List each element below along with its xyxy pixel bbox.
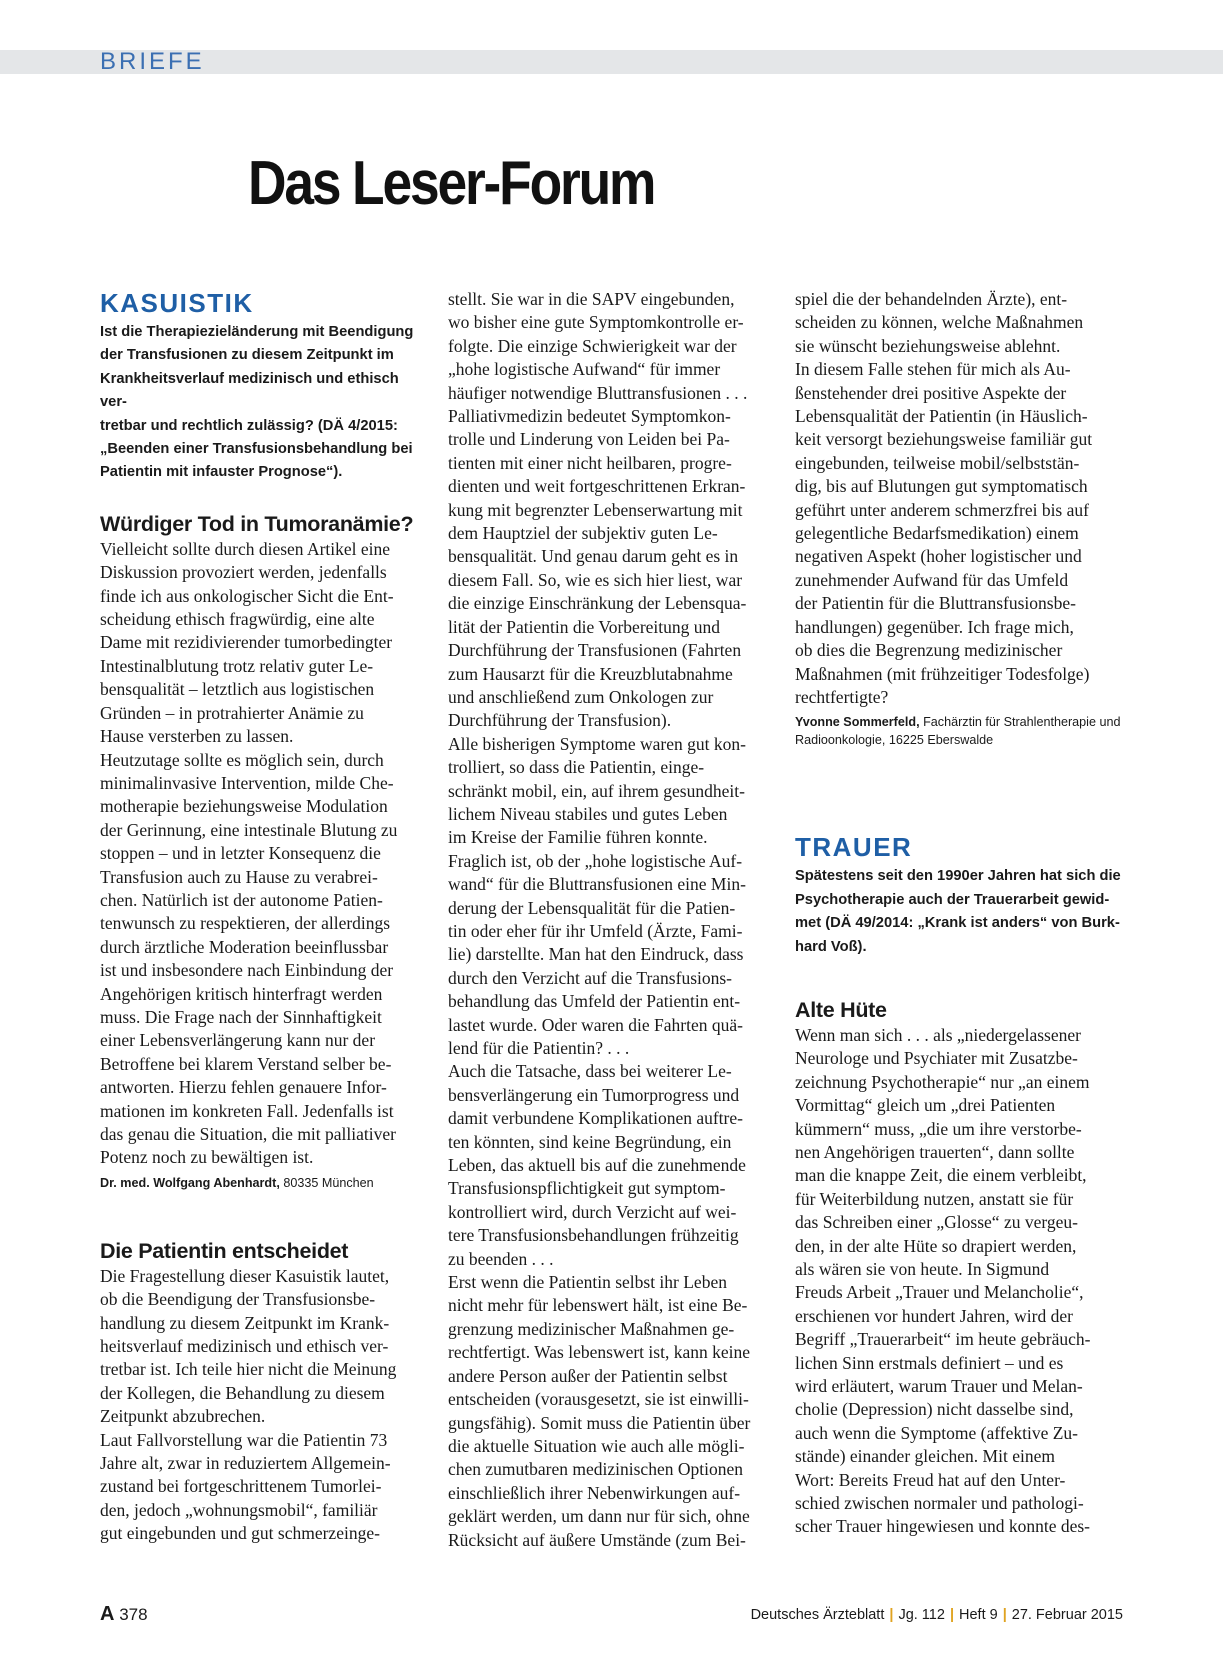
body-line: „hohe logistische Aufwand“ für immer [448,359,721,380]
signature-line: Radioonkologie, 16225 Eberswalde [795,733,994,748]
body-line: Alle bisherigen Symptome waren gut kon- [448,733,746,754]
body-line: erschienen vor hundert Jahren, wird der [795,1305,1073,1326]
body-line: der Kollegen, die Behandlung zu diesem [100,1382,385,1403]
page-folio [100,1603,148,1626]
letter-signature [100,1174,428,1192]
body-line: Freuds Arbeit „Trauer und Melancholie“, [795,1282,1084,1303]
body-line: zu beenden . . . [448,1248,554,1269]
body-line: handlungen) gegenüber. Ich frage mich, [795,616,1074,637]
body-line: spiel die der behandelnden Ärzte), ent- [795,289,1068,309]
letter-body-alte-huete [795,1024,1123,1539]
body-line: Zeitpunkt abzubrechen. [100,1406,266,1427]
body-line: für Weiterbildung nutzen, anstatt sie für [795,1188,1074,1209]
body-line: auch wenn die Symptome (affektive Zu- [795,1422,1078,1443]
body-line: folgte. Die einzige Schwierigkeit war der [448,335,737,356]
body-line: Gründen – in protrahierter Anämie zu [100,702,364,723]
author-affiliation: Fachärztin für Strahlentherapie und [919,715,1121,730]
body-line: tere Transfusionsbehandlungen frühzeitig [448,1225,739,1246]
page-title: Das Leser-Forum [248,149,655,218]
letter-body-continued [448,288,776,1552]
body-line: wird erläutert, warum Trauer und Melan- [795,1376,1083,1397]
lead-line: met (DÄ 49/2014: „Krank ist anders“ von Burk- [795,915,1120,932]
body-line: tenwunsch zu respektieren, der allerdings [100,913,391,934]
body-line: chen zumutbaren medizinischen Optionen [448,1459,743,1480]
body-line: handlung zu diesem Zeitpunkt im Krank- [100,1312,390,1333]
body-line: stoppen – und in letzter Konsequenz die [100,843,381,864]
body-line: kung mit begrenzter Lebenserwartung mit [448,499,743,520]
body-line: die aktuelle Situation wie auch alle mögli- [448,1435,745,1456]
body-line: finde ich aus onkologischer Sicht die Ent- [100,585,394,606]
body-line: Lebensqualität der Patientin (in Häuslich- [795,406,1088,427]
journal-date: 27. Februar 2015 [1011,1607,1123,1623]
body-line: lend für die Patientin? . . . [448,1038,630,1058]
body-line: Betroffene bei klarem Verstand selber be- [100,1053,392,1074]
body-line: Diskussion provoziert werden, jedenfalls [100,562,387,583]
body-line: behandlung das Umfeld der Patientin ent- [448,991,741,1012]
signature-line [795,713,1123,731]
body-line: Erst wenn die Patientin selbst ihr Leben [448,1272,727,1293]
body-line: Transfusion auch zu Hause zu verabrei- [100,866,378,887]
rubric-trauer: TRAUER [795,832,913,863]
body-line: durch ärztliche Moderation beeinflussbar [100,936,389,957]
lead-line: tretbar und rechtlich zulässig? (DÄ 4/2015: [100,417,398,434]
body-line: einschließlich ihrer Nebenwirkungen auf- [448,1482,741,1503]
body-line: Vielleicht sollte durch diesen Artikel eine [100,538,391,559]
body-line: geführt unter anderem schmerzfrei bis auf [795,499,1089,520]
body-line: als wären sie von heute. In Sigmund [795,1259,1050,1279]
journal-issue: Heft 9 [959,1607,998,1623]
body-line: Angehörigen kritisch hinterfragt werden [100,983,383,1004]
body-line: Die Fragestellung dieser Kasuistik lautet, [100,1265,390,1286]
lead-line: hard Voß). [795,938,867,955]
body-line: Intestinalblutung trotz relativ guter Le- [100,655,374,676]
body-line: kümmern“ muss, „die um ihre verstorbe- [795,1118,1082,1139]
body-line: lität der Patientin die Vorbereitung und [448,616,721,637]
body-line: ob dies die Begrenzung medizinischer [795,640,1063,661]
body-line: andere Person außer der Patientin selbst [448,1365,728,1386]
body-line: Palliativmedizin bedeutet Symptomkon- [448,406,731,427]
body-line: schränkt mobil, ein, auf ihrem gesundheit- [448,780,745,801]
body-line: lichen Sinn erstmals definiert – und es [795,1352,1064,1373]
body-line: Rücksicht auf äußere Umstände (zum Bei- [448,1529,746,1550]
lead-line: Spätestens seit den 1990er Jahren hat sich die [795,868,1121,885]
lead-line: Ist die Therapiezieländerung mit Beendigung [100,324,414,340]
body-line: rechtfertigte? [795,686,889,707]
body-line: damit verbundene Komplikationen auftre- [448,1108,743,1129]
rubric-lead [795,865,1123,959]
lead-line: Patientin mit infauster Prognose“). [100,464,343,481]
body-line: Dame mit rezidivierender tumorbedingter [100,632,393,653]
letter-heading-wuerdiger-tod: Würdiger Tod in Tumoranämie? [100,511,414,536]
body-line: den, jedoch „wohnungsmobil“, familiär [100,1499,378,1520]
column-3 [795,288,1123,1539]
body-line: lastet wurde. Oder waren die Fahrten quä- [448,1014,743,1035]
body-line: stände) einander gleichen. Mit einem [795,1446,1055,1467]
body-line: das Schreiben einer „Glosse“ zu vergeu- [795,1212,1078,1233]
body-line: Wenn man sich . . . als „niedergelassener [795,1024,1081,1045]
body-line: dienten und weit fortgeschrittenen Erkran- [448,476,746,497]
body-line: scheiden zu können, welche Maßnahmen [795,312,1084,333]
body-line: Jahre alt, zwar in reduziertem Allgemein- [100,1453,391,1474]
body-line: zeichnung Psychotherapie“ nur „an einem [795,1071,1090,1092]
body-line: trolle und Linderung von Leiden bei Pa- [448,429,730,450]
body-line: Transfusionspflichtigkeit gut symptom- [448,1178,726,1199]
body-line: keit versorgt beziehungsweise familiär gut [795,429,1093,450]
body-line: Begriff „Trauerarbeit“ im heute gebräuch- [795,1329,1091,1350]
body-line: Wort: Bereits Freud hat auf den Unter- [795,1469,1066,1490]
body-line: dig, bis auf Blutungen gut symptomatisch [795,476,1088,497]
body-line: tienten mit einer nicht heilbaren, progre- [448,452,732,473]
body-line: Laut Fallvorstellung war die Patientin 73 [100,1429,388,1450]
rubric-kasuistik: KASUISTIK [100,288,254,318]
body-line: ob die Beendigung der Transfusionsbe- [100,1289,376,1310]
body-line: durch den Verzicht auf die Transfusions- [448,967,732,988]
letter-body-continued [795,288,1123,709]
lead-line: der Transfusionen zu diesem Zeitpunkt im [100,347,394,364]
body-line: ßenstehender drei positive Aspekte der [795,382,1067,403]
body-line: Maßnahmen (mit frühzeitiger Todesfolge) [795,663,1090,684]
letter-heading-alte-huete: Alte Hüte [795,997,887,1022]
body-line: gelegentliche Bedarfsmedikation) einem [795,523,1079,544]
lead-line: Psychotherapie auch der Trauerarbeit gewid- [795,891,1110,908]
body-line: Leben, das aktuell bis auf die zunehmende [448,1155,746,1176]
body-line: Heutzutage sollte es möglich sein, durch [100,749,384,770]
body-line: sie wünscht beziehungsweise ablehnt. [795,335,1061,356]
body-line: Fraglich ist, ob der „hohe logistische Auf- [448,850,743,871]
body-line: trolliert, so dass die Patientin, einge- [448,757,705,778]
column-1 [100,288,428,1546]
body-line: muss. Die Frage nach der Sinnhaftigkeit [100,1006,382,1027]
body-line: bensqualität – letztlich aus logistischen [100,679,375,700]
body-line: kontrolliert wird, durch Verzicht auf wei- [448,1201,737,1222]
body-line: häufiger notwendige Bluttransfusionen . . . [448,382,748,403]
body-line: scher Trauer hingewiesen und konnte des- [795,1516,1091,1537]
body-line: tretbar ist. Ich teile hier nicht die Meinung [100,1359,397,1380]
page-number: 378 [119,1605,148,1624]
separator: | [889,1607,894,1623]
separator: | [949,1607,954,1623]
body-line: Neurologe und Psychiater mit Zusatzbe- [795,1048,1078,1069]
rubric-lead [100,321,428,485]
body-line: Durchführung der Transfusion). [448,710,672,731]
body-line: wand“ für die Bluttransfusionen eine Min- [448,874,746,895]
author-affiliation: 80335 München [279,1175,374,1190]
body-line: negativen Aspekt (hoher logistischer und [795,546,1082,567]
body-line: wo bisher eine gute Symptomkontrolle er- [448,312,744,333]
body-line: ist und insbesondere nach Einbindung der [100,960,394,981]
body-line: nicht mehr für lebenswert hält, ist eine Be- [448,1295,748,1316]
body-line: mationen im konkreten Fall. Jedenfalls ist [100,1100,394,1121]
section-label: BRIEFE [100,48,205,75]
body-line: Auch die Tatsache, dass bei weiterer Le- [448,1061,732,1082]
body-line: zum Hausarzt für die Kreuzblutabnahme [448,663,733,684]
body-line: die einzige Einschränkung der Lebensqua- [448,593,747,614]
body-line: Durchführung der Transfusionen (Fahrten [448,640,742,661]
body-line: diesem Fall. So, wie es sich hier liest, war [448,569,743,590]
body-line: geklärt werden, um dann nur für sich, ohne [448,1506,750,1527]
body-line: eingebunden, teilweise mobil/selbststän- [795,452,1080,473]
body-line: dem Hauptziel der subjektiv guten Le- [448,523,718,544]
author-name: Dr. med. Wolfgang Abenhardt, [100,1175,280,1190]
body-line: lie) darstellte. Man hat den Eindruck, dass [448,944,744,965]
body-line: das genau die Situation, die mit palliativer [100,1124,396,1144]
letter-body-wuerdiger-tod [100,538,428,1170]
body-line: stellt. Sie war in die SAPV eingebunden, [448,289,735,309]
page-prefix: A [100,1603,115,1625]
body-line: minimalinvasive Intervention, milde Che- [100,772,394,793]
body-line: tin oder eher für ihr Umfeld (Ärzte, Fami- [448,920,743,941]
author-name: Yvonne Sommerfeld, [795,715,920,730]
body-line: der Patientin für die Bluttransfusionsbe- [795,593,1076,614]
separator: | [1002,1607,1007,1623]
body-line: zunehmender Aufwand für das Umfeld [795,569,1069,590]
body-line: entscheiden (vorausgesetzt, sie ist einwilli- [448,1389,749,1410]
body-line: motherapie beziehungsweise Modulation [100,796,388,817]
body-line: und anschließend zum Onkologen zur [448,686,714,707]
lead-line: Krankheitsverlauf medizinisch und ethisch ver- [100,370,399,411]
journal-volume: Jg. 112 [898,1607,945,1623]
body-line: den, in der alte Hüte so drapiert werden, [795,1235,1077,1256]
body-line: bensverlängerung ein Tumorprogress und [448,1084,740,1105]
body-line: Potenz noch zu bewältigen ist. [100,1147,314,1168]
letter-body-patientin-entscheidet [100,1265,428,1546]
body-line: bensqualität. Und genau darum geht es in [448,546,739,567]
body-line: chen. Natürlich ist der autonome Patien- [100,889,383,910]
body-line: gut eingebunden und gut schmerzeinge- [100,1523,380,1544]
body-line: ten könnten, sind keine Begründung, ein [448,1131,732,1152]
body-line: der Gerinnung, eine intestinale Blutung zu [100,819,398,840]
letter-signature [795,713,1123,749]
body-line: rechtfertigt. Was lebenswert ist, kann keine [448,1342,750,1363]
lead-line: „Beenden einer Transfusionsbehandlung bei [100,441,413,458]
journal-source-line [751,1605,1123,1625]
body-line: im Kreise der Familie führen konnte. [448,827,708,848]
body-line: nen Angehörigen trauerten“, dann sollte [795,1141,1075,1162]
body-line: einer Lebensverlängerung kann nur der [100,1030,376,1051]
column-2 [448,288,776,1552]
body-line: Vormittag“ gleich um „drei Patienten [795,1095,1056,1116]
body-line: heitsverlauf medizinisch und ethisch ver- [100,1336,389,1357]
body-line: In diesem Falle stehen für mich als Au- [795,359,1071,380]
body-line: scheidung ethisch fragwürdig, eine alte [100,609,375,630]
body-line: man die knappe Zeit, die einem verbleibt, [795,1165,1087,1186]
body-line: grenzung medizinischer Maßnahmen ge- [448,1318,735,1339]
body-line: lichem Niveau stabiles und gutes Leben [448,803,728,824]
body-line: antworten. Hierzu fehlen genauere Infor- [100,1077,387,1098]
body-line: gungsfähig). Somit muss die Patientin über [448,1412,751,1433]
body-line: derung der Lebensqualität für die Patien- [448,897,736,918]
body-line: Hause versterben zu lassen. [100,726,294,747]
body-line: zustand bei fortgeschrittenem Tumorlei- [100,1476,382,1497]
letter-heading-patientin-entscheidet: Die Patientin entscheidet [100,1238,349,1263]
body-line: cholie (Depression) nicht dasselbe sind, [795,1399,1074,1420]
journal-name: Deutsches Ärzteblatt [750,1607,885,1623]
body-line: schied zwischen normaler und pathologi- [795,1493,1084,1514]
